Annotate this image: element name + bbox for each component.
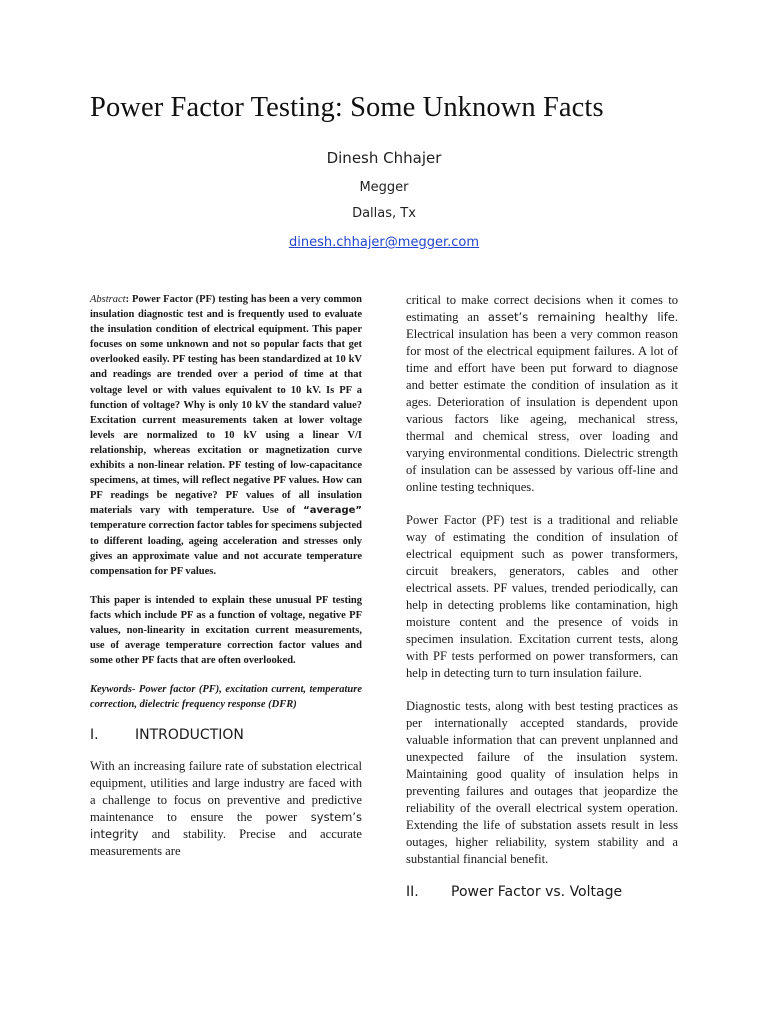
abstract (90, 292, 362, 579)
intro-text-a: With an increasing failure rate of substation electrical equipment, utilities and large industry are faced with a challenge to focus on preventive and predictive maintenance to ensure the power (90, 759, 362, 825)
right-paragraph-2: Power Factor (PF) test is a traditional and reliable way of estimating the condition of insulation of electrical equipment such as power transformers, circuit breakers, generators, cables and other electrical assets. PF values, trended periodically, can help in detecting problems like contamination, high moisture content and the presence of voids in specimen insulation. Excitation current tests, along with PF tests performed on power transformers, can help in detecting turn to turn insulation failure. (406, 513, 678, 680)
intro-text-c: and stability. Precise and accurate measurements are (90, 827, 362, 859)
abstract-sep: : (125, 294, 132, 305)
intro-text-b: system’s integrity (90, 810, 362, 842)
author-organization: Megger (359, 180, 409, 195)
section-heading-power-factor-voltage (406, 884, 678, 901)
abstract-text-a: Power Factor (PF) testing has been a very common insulation diagnostic test and is frequently used to evaluate the insulation condition of electrical equipment. This paper focuses on some unknown and not so popular facts that get overlooked easily. PF testing has been standardized at 10 kV and readings are trended over a period of time at that voltage level or with values equivalent to 10 kV. Is PF a function of voltage? Why is only 10 kV the standard value? Excitation current measurements taken at lower voltage levels are normalized to 10 kV using a linear V/I relationship, whereas excitation or magnetization curve exhibits a non-linear relation. PF testing of low-capacitance specimens, at times, will reflect negative PF values. How can PF readings be negative? PF values of all insulation materials vary with temperature. Use of (90, 294, 362, 517)
author-name: Dinesh Chhajer (326, 149, 442, 167)
right-paragraph-1 (406, 292, 678, 496)
right-paragraph-3: Diagnostic tests, along with best testing practices as per internationally accepted standards, provide valuable information that can prevent unplanned and unexpected failure of the insulation system. Maintaining good quality of insulation helps in preventing failures and outages that jeopardize the reliability of the overall electrical system operation. Extending the life of substation assets result in less outages, higher reliability, system stability and a substantial financial benefit. (406, 699, 678, 866)
right-p1-text-a: critical to make correct decisions when it comes to estimating an (406, 293, 678, 324)
section-title: Power Factor vs. Voltage (451, 884, 623, 900)
left-column (90, 292, 362, 876)
abstract-text-b: temperature correction factor tables for specimens subjected to different loading, ageing acceleration and stresses only gives an approximate value and not accurate temperature compensation for PF values. (90, 520, 362, 577)
abstract-average-word: “average” (303, 505, 362, 517)
section-number: II. (406, 884, 419, 900)
section-heading-introduction (90, 727, 362, 744)
author-email-link[interactable]: dinesh.chhajer@megger.com (288, 235, 479, 250)
keywords: Keywords- Power factor (PF), excitation current, temperature correction, dielectric frequency response (DFR) (90, 684, 362, 711)
intro-paragraph (90, 758, 362, 860)
right-column (406, 292, 678, 915)
abstract-paragraph-2: This paper is intended to explain these unusual PF testing facts which include PF as a function of voltage, negative PF values, non-linearity in excitation current measurements, use of average temperature correction factor values and some other PF facts that are often overlooked. (90, 594, 362, 667)
author-location: Dallas, Tx (352, 206, 416, 221)
right-p1-text-c: . Electrical insulation has been a very common reason for most of the electrical equipment failures. A lot of time and effort have been put forward to diagnose and better estimate the condition of insulation as it ages. Deterioration of insulation is dependent upon various factors like ageing, mechanical stress, thermal and chemical stress, over loading and varying environmental conditions. Dielectric strength of insulation can be assessed by various off-line and online testing techniques. (406, 310, 678, 494)
section-title: INTRODUCTION (135, 727, 244, 744)
paper-title: Power Factor Testing: Some Unknown Facts (90, 92, 604, 123)
abstract-lead: Abstract (90, 294, 126, 305)
section-number: I. (90, 727, 99, 744)
right-p1-text-b: asset’s remaining healthy life (487, 310, 675, 324)
